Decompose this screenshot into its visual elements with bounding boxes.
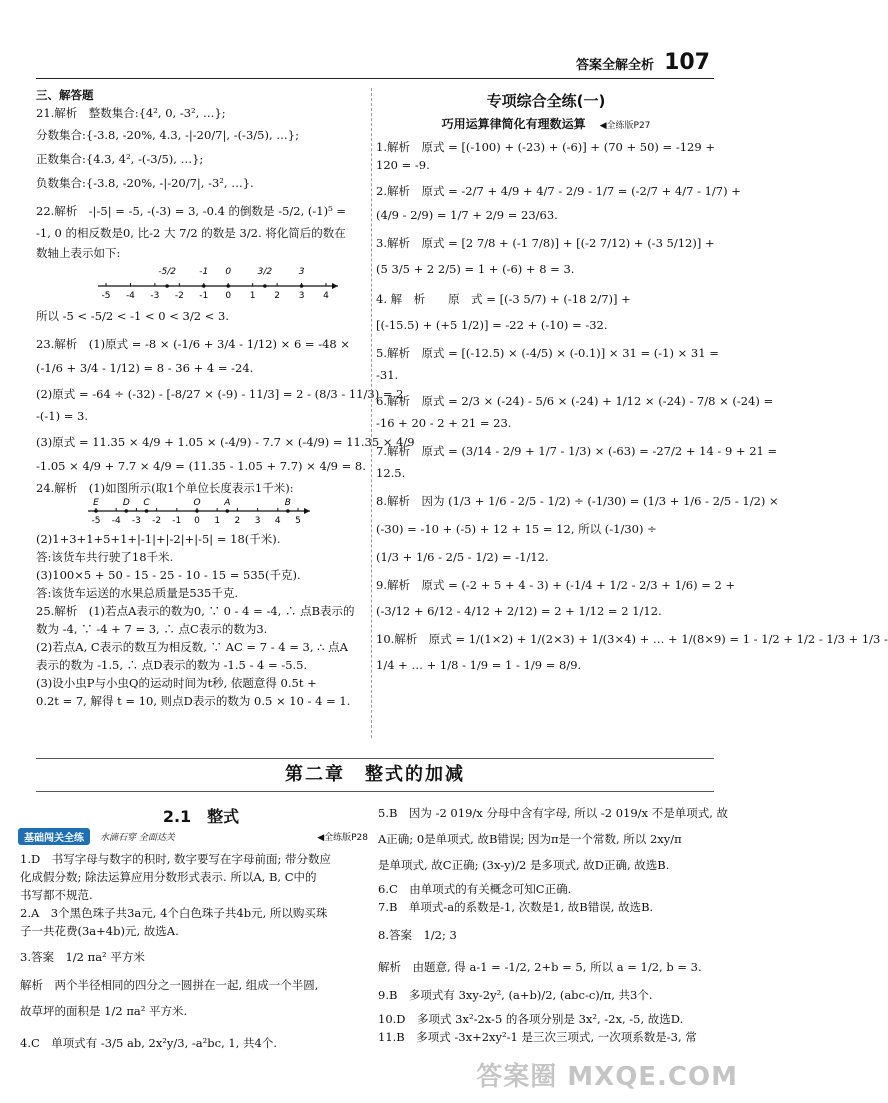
answer-line: (5 3/5 + 2 2/5) = 1 + (-6) + 8 = 3. bbox=[376, 262, 575, 276]
point-dot bbox=[165, 284, 169, 288]
answer-line: 3.答案 1/2 πa² 平方米 bbox=[20, 950, 145, 964]
tick-label: -2 bbox=[152, 516, 162, 526]
answer-line: 8.答案 1/2; 3 bbox=[378, 928, 457, 942]
answer-line: (3)100×5 + 50 - 15 - 25 - 10 - 15 = 535(千克). bbox=[36, 568, 301, 582]
tick-label: 3 bbox=[298, 291, 305, 301]
column-divider bbox=[371, 88, 372, 738]
section-heading: 三、解答题 bbox=[36, 88, 94, 102]
answer-line: 6.C 由单项式的有关概念可知C正确. bbox=[378, 882, 572, 896]
left-bottom-column bbox=[20, 850, 366, 1052]
answer-line: -1, 0 的相反数是0, 比-2 大 7/2 的数是 3/2. 将化简后的数在 bbox=[36, 226, 346, 240]
tick-label: -4 bbox=[111, 516, 121, 526]
header-divider bbox=[36, 78, 714, 79]
right-bottom-column bbox=[378, 804, 729, 1046]
answer-line: 1.D 书写字母与数字的积时, 数字要写在字母前面; 带分数应 bbox=[20, 852, 332, 866]
answer-line: 故草坪的面积是 1/2 πa² 平方米. bbox=[20, 1004, 188, 1018]
page-header bbox=[576, 50, 710, 75]
answer-line: A正确; 0是单项式, 故B错误; 因为π是一个常数, 所以 2xy/π bbox=[378, 832, 682, 846]
answer-line: 数轴上表示如下: bbox=[36, 246, 121, 260]
point-dot bbox=[202, 284, 206, 288]
practice-banner bbox=[18, 828, 368, 844]
answer-line: 3.解析 原式 = [2 7/8 + (-1 7/8)] + [(-2 7/12) + (-3 5/12)] + bbox=[376, 236, 715, 250]
answer-line: 表示的数为 -1.5, ∴ 点D表示的数为 -1.5 - 4 = -5.5. bbox=[36, 658, 308, 672]
answer-line: 24.解析 (1)如图所示(取1个单位长度表示1千米): bbox=[36, 481, 294, 495]
answer-line: 负数集合:{-3.8, -20%, -|-20/7|, -3², …}. bbox=[36, 176, 254, 190]
tick-label: 0 bbox=[194, 516, 200, 526]
answer-line: (4/9 - 2/9) = 1/7 + 2/9 = 23/63. bbox=[376, 208, 558, 222]
answer-line: 正数集合:{4.3, 4², -(-3/5), …}; bbox=[36, 152, 204, 166]
answer-line: 6.解析 原式 = 2/3 × (-24) - 5/6 × (-24) + 1/12 × (-24) - 7/8 × (-24) = bbox=[376, 394, 774, 408]
tick-label: -1 bbox=[199, 291, 209, 301]
answer-line: 1/4 + … + 1/8 - 1/9 = 1 - 1/9 = 8/9. bbox=[376, 658, 582, 672]
answer-line: 9.B 多项式有 3xy-2y², (a+b)/2, (abc-c)/π, 共3个. bbox=[378, 988, 653, 1002]
tick-label: -3 bbox=[131, 516, 141, 526]
point-label: -5/2 bbox=[158, 267, 176, 277]
axis-arrow bbox=[304, 508, 310, 514]
answer-line: 4. 解 析 原 式 = [(-3 5/7) + (-18 2/7)] + bbox=[376, 292, 631, 306]
point-dot bbox=[263, 284, 267, 288]
point-label: A bbox=[224, 498, 231, 508]
point-label: C bbox=[143, 498, 150, 508]
answer-line: 数为 -4, ∵ -4 + 7 = 3, ∴ 点C表示的数为3. bbox=[36, 622, 268, 636]
tick-label: 3 bbox=[254, 516, 261, 526]
answer-line: (3)原式 = 11.35 × 4/9 + 1.05 × (-4/9) - 7.7 × (-4/9) = 11.35 × 4/9 bbox=[36, 435, 415, 449]
tick-label: -2 bbox=[174, 291, 184, 301]
tick-label: 4 bbox=[274, 516, 281, 526]
answer-line: (-30) = -10 + (-5) + 12 + 15 = 12, 所以 (-1/30) ÷ bbox=[376, 522, 657, 536]
special-practice-subtitle: 巧用运算律简化有理数运算 bbox=[441, 117, 586, 131]
tick-label: -5 bbox=[101, 291, 111, 301]
answer-line: 答:该货车共行驶了18千米. bbox=[36, 550, 174, 564]
answer-line: (-3/12 + 6/12 - 4/12 + 2/12) = 2 + 1/12 = 2 1/12. bbox=[376, 604, 662, 618]
practice-motto: 水滴石穿 全面达关 bbox=[100, 832, 175, 843]
point-dot bbox=[195, 509, 199, 513]
answer-line: -16 + 20 - 2 + 21 = 23. bbox=[376, 416, 512, 430]
answer-line: (2)原式 = -64 ÷ (-32) - [-8/27 × (-9) - 11/3] = 2 - (8/3 - 11/3) = 2 bbox=[36, 387, 404, 401]
answer-line: 书写都不规范. bbox=[20, 888, 93, 902]
point-dot bbox=[226, 284, 230, 288]
point-label: -1 bbox=[199, 267, 209, 277]
practice-reference: ◀全练版P27 bbox=[599, 121, 651, 131]
answer-line: 2.解析 原式 = -2/7 + 4/9 + 4/7 - 2/9 - 1/7 = (-2/7 + 4/7 - 1/7) + bbox=[376, 184, 741, 198]
point-dot bbox=[300, 284, 304, 288]
answer-line: 25.解析 (1)若点A表示的数为0, ∵ 0 - 4 = -4, ∴ 点B表示的 bbox=[36, 604, 355, 618]
answer-line: (2)1+3+1+5+1+|-1|+|-2|+|-5| = 18(千米). bbox=[36, 532, 281, 546]
page-number: 107 bbox=[664, 50, 710, 75]
answer-line: 化成假分数; 除法运算应用分数形式表示. 所以A, B, C中的 bbox=[20, 870, 317, 884]
answer-line: 23.解析 (1)原式 = -8 × (-1/6 + 3/4 - 1/12) × 6 = -48 × bbox=[36, 337, 351, 351]
answer-line: 解析 两个半径相同的四分之一圆拼在一起, 组成一个半圆, bbox=[20, 978, 319, 992]
answer-line: 是单项式, 故C正确; (3x-y)/2 是多项式, 故D正确, 故选B. bbox=[378, 858, 670, 872]
tick-label: 2 bbox=[274, 291, 280, 301]
chapter-title: 第二章 整式的加减 bbox=[36, 758, 714, 792]
answer-line: (3)设小虫P与小虫Q的运动时间为t秒, 依题意得 0.5t + bbox=[36, 676, 317, 690]
tick-label: -1 bbox=[172, 516, 182, 526]
answer-line: 22.解析 -|-5| = -5, -(-3) = 3, -0.4 的倒数是 -5/2, (-1)⁵ = bbox=[36, 204, 346, 218]
answer-line: 12.5. bbox=[376, 466, 406, 480]
point-dot bbox=[125, 509, 129, 513]
answer-line: 21.解析 整数集合:{4², 0, -3², …}; bbox=[36, 106, 226, 120]
answer-line: 1.解析 原式 = [(-100) + (-23) + (-6)] + (70 + 50) = -129 + bbox=[376, 140, 715, 154]
practice-badge: 基础闯关全练 bbox=[18, 828, 90, 845]
answer-line: 7.解析 原式 = (3/14 - 2/9 + 1/7 - 1/3) × (-63) = -27/2 + 14 - 9 + 21 = bbox=[376, 444, 778, 458]
answer-line: 8.解析 因为 (1/3 + 1/6 - 2/5 - 1/2) ÷ (-1/30) = (1/3 + 1/6 - 2/5 - 1/2) × bbox=[376, 494, 779, 508]
point-label: 0 bbox=[225, 267, 232, 277]
point-label: 3/2 bbox=[257, 267, 273, 277]
answer-line: 分数集合:{-3.8, -20%, 4.3, -|-20/7|, -(-3/5), …}; bbox=[36, 128, 299, 142]
answer-line: 解析 由题意, 得 a-1 = -1/2, 2+b = 5, 所以 a = 1/2, b = 3. bbox=[378, 960, 702, 974]
point-dot bbox=[226, 509, 230, 513]
point-label: D bbox=[122, 498, 130, 508]
tick-label: 1 bbox=[249, 291, 256, 301]
answer-line: 5.B 因为 -2 019/x 分母中含有字母, 所以 -2 019/x 不是单项式, 故 bbox=[378, 806, 729, 820]
answer-line: 11.B 多项式 -3x+2xy²-1 是三次三项式, 一次项系数是-3, 常 bbox=[378, 1030, 697, 1044]
axis-arrow bbox=[332, 283, 338, 289]
point-label: 3 bbox=[298, 267, 305, 277]
answer-line: [(-15.5) + (+5 1/2)] = -22 + (-10) = -32. bbox=[376, 318, 608, 332]
tick-label: 5 bbox=[295, 516, 301, 526]
answer-line: 10.解析 原式 = 1/(1×2) + 1/(2×3) + 1/(3×4) + … + 1/(8×9) = 1 - 1/2 + 1/2 - 1/3 + 1/3 - bbox=[376, 632, 888, 646]
answer-line: -1.05 × 4/9 + 7.7 × 4/9 = (11.35 - 1.05 + 7.7) × 4/9 = 8. bbox=[36, 459, 366, 473]
number-line-1 bbox=[36, 262, 366, 304]
tick-label: 1 bbox=[214, 516, 221, 526]
answer-line: 5.解析 原式 = [(-12.5) × (-4/5) × (-0.1)] × 31 = (-1) × 31 = bbox=[376, 346, 719, 360]
point-dot bbox=[145, 509, 149, 513]
answer-line: 子一共花费(3a+4b)元, 故选A. bbox=[20, 924, 179, 938]
number-line-2 bbox=[36, 497, 366, 527]
point-dot bbox=[286, 509, 290, 513]
section-title: 2.1 整式 bbox=[162, 807, 240, 826]
answer-line: 10.D 多项式 3x²-2x-5 的各项分别是 3x², -2x, -5, 故选D. bbox=[378, 1012, 684, 1026]
tick-label: -5 bbox=[91, 516, 101, 526]
point-label: B bbox=[284, 498, 291, 508]
right-top-column bbox=[376, 90, 888, 674]
watermark: 答案圈 MXQE.COM bbox=[476, 1062, 738, 1092]
answer-line: 9.解析 原式 = (-2 + 5 + 4 - 3) + (-1/4 + 1/2 - 2/3 + 1/6) = 2 + bbox=[376, 578, 736, 592]
tick-label: -4 bbox=[125, 291, 135, 301]
answer-line: (-1/6 + 3/4 - 1/12) = 8 - 36 + 4 = -24. bbox=[36, 361, 254, 375]
answer-line: (2)若点A, C表示的数互为相反数, ∵ AC = 7 - 4 = 3, ∴ 点A bbox=[36, 640, 348, 654]
answer-line: 7.B 单项式-a的系数是-1, 次数是1, 故B错误, 故选B. bbox=[378, 900, 654, 914]
answer-line: 所以 -5 < -5/2 < -1 < 0 < 3/2 < 3. bbox=[36, 309, 229, 323]
point-label: O bbox=[193, 498, 201, 508]
tick-label: -3 bbox=[150, 291, 160, 301]
header-title: 答案全解全析 bbox=[576, 58, 655, 73]
answer-line: 0.2t = 7, 解得 t = 10, 则点D表示的数为 0.5 × 10 - 4 = 1. bbox=[36, 694, 351, 708]
answer-line: 2.A 3个黑色珠子共3a元, 4个白色珠子共4b元, 所以购买珠 bbox=[20, 906, 328, 920]
special-practice-title: 专项综合全练(一) bbox=[486, 92, 606, 110]
point-label: E bbox=[93, 498, 99, 508]
answer-line: 120 = -9. bbox=[376, 158, 430, 172]
answer-line: 4.C 单项式有 -3/5 ab, 2x²y/3, -a²bc, 1, 共4个. bbox=[20, 1036, 277, 1050]
answer-line: -31. bbox=[376, 368, 399, 382]
practice-reference: ◀全练版P28 bbox=[317, 832, 368, 843]
tick-label: 0 bbox=[225, 291, 232, 301]
answer-line: 答:该货车运送的水果总质量是535千克. bbox=[36, 586, 238, 600]
tick-label: 2 bbox=[234, 516, 241, 526]
answer-line: -(-1) = 3. bbox=[36, 409, 88, 423]
point-dot bbox=[94, 509, 98, 513]
tick-label: 4 bbox=[323, 291, 329, 301]
answer-line: (1/3 + 1/6 - 2/5 - 1/2) = -1/12. bbox=[376, 550, 549, 564]
